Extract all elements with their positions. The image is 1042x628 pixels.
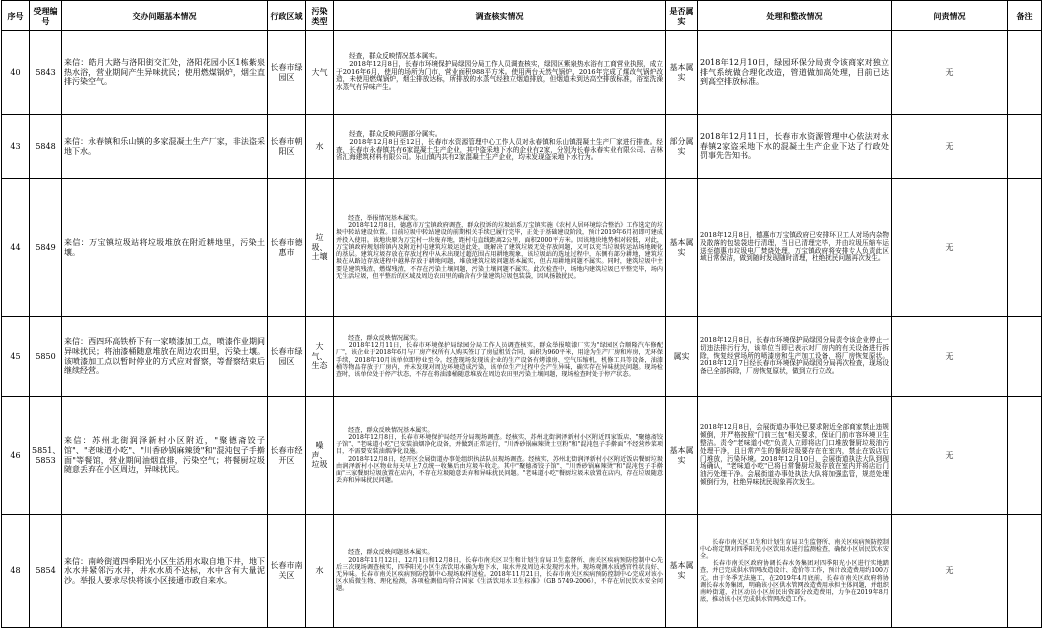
cell-issue: 来信：南岭街道四季阳光小区生活用水取自地下井，地下水水井紧邻污水井，井水水质不达标，水中含有大量泥沙。举报人要求尽快将该小区接通市政自来水。	[62, 515, 268, 628]
header-investigation: 调查核实情况	[334, 1, 666, 31]
table-row	[2, 515, 1042, 628]
cell-investigation: 经查，群众反映问题基本属实。 2018年11月12日、12月1日和12月8日，长春市南关区卫生和计划生育局卫生监督所、南关区疾病预防控制中心先后三次现场调查核实，四季阳光小区生活饮用水确为地下水，取水井及周边未发现污水井。现场观测水质感官性状良好、无异味。长春市南关区疾病预防控制中心现场取样送检。2018年11月21日，长春市南关区疾病预防控制中心完成对该小区水质微生物、理化检测，各项检测值均符合国家《生活饮用水卫生标准》（GB 5749-2006），不存在居民饮水安全问题。	[334, 515, 666, 628]
table-row	[2, 115, 1042, 179]
cell-issue: 来信：西四环高铁桥下有一家喷漆加工点，喷漆作业期间异味扰民；将油漆桶随意堆放在周边农田里，污染土壤。该喷漆加工点以暂时停业的方式应对督察，等督察结束后继续经营。	[62, 317, 268, 397]
cell-district: 长春市德惠市	[268, 179, 306, 317]
cell-remarks	[1008, 115, 1042, 179]
cell-handling: 长春市南关区卫生和计划生育局卫生监督所、南关区疾病预防控制中心将定期对四季阳光小区饮用水进行监测检查，确保小区居民饮水安全。 长春市南关区政府协调长春水务集团对四季阳光小区进行实地踏查，并已完成供水管网改造设计、造价等工作，预计改造费用约100万元。由于冬季无法施工，在2019年4月底前，长春市南关区政府将协调长春水务集团，明确该小区供水管网改造费用承担主体问题，并组织南岭街道，社区动员小区居民出资部分改造费用，力争在2019年8月底，推动该小区完成供水管网改造工作。	[698, 515, 892, 628]
header-id: 受理编号	[30, 1, 62, 31]
complaint-table	[1, 0, 1042, 628]
cell-accountability: 无	[892, 317, 1008, 397]
cell-pollution: 垃圾、土壤	[306, 179, 334, 317]
cell-verified: 属实	[666, 317, 698, 397]
cell-seq: 48	[2, 515, 30, 628]
cell-id: 5849	[30, 179, 62, 317]
cell-id: 5848	[30, 115, 62, 179]
table-row	[2, 317, 1042, 397]
cell-id: 5854	[30, 515, 62, 628]
cell-district: 长春市绿园区	[268, 31, 306, 115]
cell-id: 5851、5853	[30, 397, 62, 515]
cell-seq: 43	[2, 115, 30, 179]
cell-remarks	[1008, 397, 1042, 515]
cell-id: 5843	[30, 31, 62, 115]
cell-verified: 基本属实	[666, 515, 698, 628]
cell-handling: 2018年12月8日，德惠市万宝镇政府已安排环卫工人对场内杂物及散落的包装袋进行清理，当日已清理完毕，并由垃圾压缩车运送至德惠市垃圾电厂焚烧处理，万宝镇政府将安排专人负责此区域日常保洁，做到随时发现随时清理，杜绝扰民问题再次发生。	[698, 179, 892, 317]
cell-seq: 44	[2, 179, 30, 317]
cell-district: 长春市南关区	[268, 515, 306, 628]
cell-pollution: 水	[306, 115, 334, 179]
cell-verified: 部分属实	[666, 115, 698, 179]
cell-remarks	[1008, 317, 1042, 397]
cell-verified: 基本属实	[666, 179, 698, 317]
cell-seq: 45	[2, 317, 30, 397]
cell-investigation: 经查，群众反映问题部分属实。 2018年12月8日至12日，长春市水资源管理中心工作人员对永春镇和乐山镇混凝土生产厂家进行排查。经查，长春市永春镇共有6家混凝土生产企业，其中盗采地下水的企业有2家，分别为长春永春实业有限公司、吉林省汇海建筑材料有限公司。乐山镇内共有2家混凝土生产企业，均未发现盗采地下水行为。	[334, 115, 666, 179]
cell-verified: 基本属实	[666, 31, 698, 115]
header-seq: 序号	[2, 1, 30, 31]
cell-pollution: 噪声、垃圾	[306, 397, 334, 515]
cell-district: 长春市经开区	[268, 397, 306, 515]
cell-pollution: 水	[306, 515, 334, 628]
header-pollution: 污染类型	[306, 1, 334, 31]
cell-seq: 46	[2, 397, 30, 515]
cell-handling: 2018年12月10日，绿园环保分局责令该商家对独立排气系统做合理化改造，管道做加高处理，目前已达到高空排放标准。	[698, 31, 892, 115]
cell-verified: 基本属实	[666, 397, 698, 515]
cell-handling: 2018年12月11日，长春市水资源管理中心依法对永春镇2家盗采地下水的混凝土生产企业下达了行政处罚事先告知书。	[698, 115, 892, 179]
table-row	[2, 31, 1042, 115]
cell-issue: 来信：万宝镇垃圾站将垃圾堆放在附近耕地里，污染土壤。	[62, 179, 268, 317]
header-district: 行政区域	[268, 1, 306, 31]
header-verified: 是否属实	[666, 1, 698, 31]
cell-pollution: 大气、生态	[306, 317, 334, 397]
table-row	[2, 179, 1042, 317]
cell-accountability: 无	[892, 397, 1008, 515]
cell-investigation: 经查，群众反映情况基本属实。 2018年12月8日，长春市环境保护局绿园分局工作人员调查核实，绿园区紫泉热水浴有工商营业执照，成立于2016年6月，使用的场所为门市，营业面积988平方米。使用两台天然气锅炉，2016年完成了煤改气锅炉改造，未使用燃煤锅炉，烟尘排放达标，所排放的水蒸气经独立烟道排放，但烟道未到达高空排放标准，浴室洗澡水蒸气有异味产生。	[334, 31, 666, 115]
header-accountability: 问责情况	[892, 1, 1008, 31]
cell-remarks	[1008, 515, 1042, 628]
cell-seq: 40	[2, 31, 30, 115]
cell-accountability: 无	[892, 115, 1008, 179]
cell-handling: 2018年12月8日，会展街道办事处已要求附近全部商家禁止违规倾倒，并严格按照"门前三包"相关要求，保证门前市容环境卫生整洁。责令"老味道小吃"负责人立即将店门口堆放餐厨垃圾油污处理干净，且日常产生的餐厨垃圾要存在在室内，禁止在饭店后门堆放，污染环境。2018年12月10日，会展街道执法大队到现场确认，"老味道小吃"已将日常餐厨垃圾存放在室内并将店后门油污处理干净。会展街道办事处执法大队将加强监管，规范处理倾倒行为，杜绝异味扰民现象再次发生。	[698, 397, 892, 515]
cell-issue: 来信：苏州北街润泽新村小区附近，"聚德斋饺子馆"、"老味道小吃"、"川香砂锅麻辣烫"和"混沌包子手擀面"等餐馆，营业期间油烟直排，污染空气；将餐厨垃圾随意丢弃在小区周边，异味扰民。	[62, 397, 268, 515]
cell-remarks	[1008, 31, 1042, 115]
cell-investigation: 经查，群众反映情况属实。 2018年12月11日，长春市环境保护局绿园分局工作人员调查核实，群众举报喷漆厂实为"绿园区合顺隆汽车修配厂"，该企业于2018年6月与厂房产权所有人购买签订了房屋租赁合同，面积为960平米，用途为生产厂房和库房，无环保手续，2018年10月该单位即停业至今。经查现场发现该企业的生产设备有烤漆房、空气压缩机，机修工具等设备，油漆桶等物品存放于厂房内，并未发现对周边环境造成污染，该单位生产过程中会产生异味，确实存在异味扰民问题。现场检查时，该单位处于停产状态，不存在将油漆桶随意堆放在周边农田里污染土壤问题，现场检查时处于停产状态。	[334, 317, 666, 397]
header-handling: 处理和整改情况	[698, 1, 892, 31]
cell-district: 长春市朝阳区	[268, 115, 306, 179]
header-issue: 交办问题基本情况	[62, 1, 268, 31]
cell-investigation: 经查，群众反映情况基本属实。 2018年12月8日，长春市环境保护局经开分局现场调查。经核实，苏州北街润泽新村小区附近四家饭店，"聚德斋饺子馆"、"老味道小吃"已安装油烟净化设备，并做到正常运行，"川香砂锅麻辣烫士豆粉"和"混沌包子手擀面"不经营炒菜项目，不需要安装油烟净化设施。 2018年12月8日，经开区会展街道办事处组织执法队员现场调查。经核实，苏州北街润泽新村小区附近饭店餐厨垃圾由润泽新村小区物业每天早上7点统一收集后由垃圾车收走。其中"聚德斋饺子馆"、"川香砂锅麻辣烫"和"混沌包子手擀面"三家餐厨垃圾放置在店内，不存在垃圾随意丢弃和异味扰民问题。"老味道小吃"餐厨垃圾未放置在店内，存在垃圾随意丢弃和异味扰民问题。	[334, 397, 666, 515]
cell-issue: 来信：皓月大路与洛阳街交汇处，洛阳花园小区1栋紫泉热水浴，营业期间产生异味扰民；使用燃煤锅炉，烟尘直排污染空气。	[62, 31, 268, 115]
cell-accountability: 无	[892, 515, 1008, 628]
cell-pollution: 大气	[306, 31, 334, 115]
cell-accountability: 无	[892, 179, 1008, 317]
cell-district: 长春市绿园区	[268, 317, 306, 397]
cell-handling: 2018年12月8日，长春市环境保护局绿园分局责令该企业停止一切违法排污行为，该单位当即已表示对厂房内的有关设备进行拆除，恢复经营场所的喷漆房和生产加工设备，将厂房恢复原状。2018年12月7日经长春市环境保护局绿园分局再次检查，现场设备已全部拆除，厂房恢复原状，做到立行立改。	[698, 317, 892, 397]
cell-remarks	[1008, 179, 1042, 317]
header-remarks: 备注	[1008, 1, 1042, 31]
cell-issue: 来信：永春镇和乐山镇的多家混凝土生产厂家，非法盗采地下水。	[62, 115, 268, 179]
cell-investigation: 经查，举报情况基本属实。 2018年12月8日，德惠市万宝镇政府调查，群众投诉的垃圾站系万宝镇实施《农村人居环境综合整治》工作选定的垃圾中转站建设位置。目前垃圾中转站建设的前期相关手续已履行完毕，正处于基础建设阶段，预计2019年6月初即可建成并投入使用。该地块原为万宝村一块废弃地，距村屯直线距离2公里，面积2000平方米。因该地块地势相对较低，对此，万宝镇政府规划将镇内及附近村屯建筑垃圾运送此处，既解决了建筑垃圾无处存放问题，又可以充当垃圾转运站场地硬化的基层。建筑垃圾存放在存放过程中从未出现过超范围占用耕地现象，该垃圾站的选址过程中，东侧有部分耕地，建筑垃圾在从路边存放进程中越界存放于耕地问题，堆放建筑垃圾问题基本属实，但占用耕地问题不属实。同时，建筑垃圾中主要是建筑残渣、燃煤残渣，不存在污染土壤问题，污染土壤问题不属实。此次检查中，场地内建筑垃圾已平整完毕，场内无生活垃圾，但平整后的区域及周边农田里的确含有少量建筑垃圾包装袋，因风扬散扰民。	[334, 179, 666, 317]
cell-id: 5850	[30, 317, 62, 397]
table-row	[2, 397, 1042, 515]
header-row	[2, 1, 1042, 31]
cell-accountability: 无	[892, 31, 1008, 115]
